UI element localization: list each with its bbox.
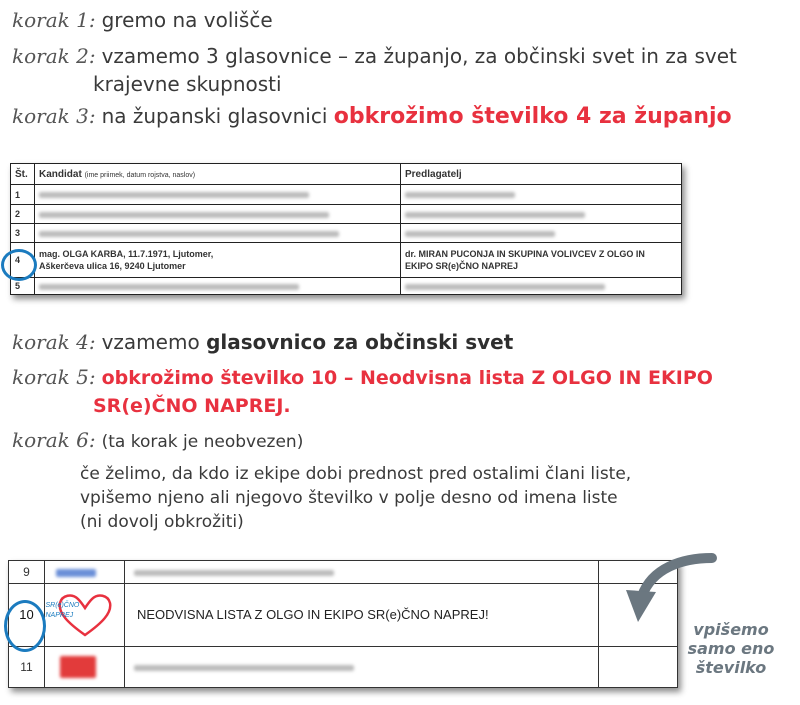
step-2-label: korak 2: [12,44,96,68]
step-6-line-1: če želimo, da kdo iz ekipe dobi prednost pred ostalimi člani liste, [80,464,632,484]
row-candidate [35,243,401,277]
step-1-label: korak 1: [12,8,96,32]
heart-logo [45,589,120,641]
table-header-row [11,164,682,185]
row-name-blurred [125,647,599,688]
row-proposer-blurred [401,204,682,223]
curved-arrow-icon [612,548,722,628]
row-preference-box[interactable] [599,647,678,688]
step-3 [12,104,732,129]
row-proposer-blurred [401,277,682,294]
candidate-line-1: mag. OLGA KARBA, 11.7.1971, Ljutomer, [39,249,214,260]
selection-circle-4 [1,249,37,281]
table-row [9,647,678,688]
step-5-highlight-2: SR(e)ČNO NAPREJ. [93,395,291,417]
logo-text-2: NAPREJ [45,611,74,619]
header-num: Št. [11,164,35,185]
table-row [11,224,682,243]
step-6-explanation [80,462,631,534]
row-num: 3 [11,224,35,243]
mayor-ballot-table [10,163,682,295]
step-2-text-2: krajevne skupnosti [93,72,282,96]
council-ballot-table [8,560,678,688]
row-candidate-blurred [35,277,401,294]
step-6-line-3: (ni dovolj obkrožiti) [80,512,244,532]
candidate-line-2: Aškerčeva ulica 16, 9240 Ljutomer [39,261,186,272]
row-proposer-blurred [401,224,682,243]
step-3-label: korak 3: [12,104,96,128]
row-logo-blurred [45,561,125,584]
hint-line-1: vpišemo [693,620,769,639]
step-5-highlight: obkrožimo številko 10 – Neodvisna lista Z OLGO IN EKIPO [101,367,713,389]
header-proposer: Predlagatelj [401,164,682,185]
table-row [9,561,678,584]
row-candidate-blurred [35,185,401,204]
proposer-line-2: EKIPO SR(e)ČNO NAPREJ [405,261,519,272]
step-5 [12,365,713,390]
step-1-text: gremo na volišče [101,8,273,32]
step-5-label: korak 5: [12,365,96,389]
step-2-text: vzamemo 3 glasovnice – za županjo, za občinski svet in za svet [101,44,737,68]
table-row-highlighted [9,583,678,647]
row-num: 1 [11,185,35,204]
step-2-continued [93,72,282,96]
hint-line-2: samo eno [687,639,775,658]
logo-text [46,601,80,621]
row-num: 11 [9,647,45,688]
table-row-highlighted [11,243,682,277]
proposer-line-1: dr. MIRAN PUCONJA IN SKUPINA VOLIVCEV Z OLGO IN [405,249,645,260]
row-num: 4 [11,243,35,277]
row-proposer-blurred [401,185,682,204]
step-4-label: korak 4: [12,330,96,354]
table-row [11,204,682,223]
step-4-bold: glasovnico za občinski svet [206,330,514,354]
step-6-text: (ta korak je neobvezen) [101,432,304,452]
header-candidate-sub: (ime priimek, datum rojstva, naslov) [84,171,196,179]
step-6-line-2: vpišemo njeno ali njegovo številko v polje desno od imena liste [80,488,618,508]
list-name: NEODVISNA LISTA Z OLGO IN EKIPO SR(e)ČNO NAPREJ! [125,583,599,647]
step-6-label: korak 6: [12,428,96,452]
header-candidate: Kandidat (ime priimek, datum rojstva, naslov) [35,164,401,185]
selection-circle-10 [4,600,46,652]
row-num: 9 [9,561,45,584]
hint-line-3: številko [695,658,767,677]
step-5-continued [93,393,291,418]
mayor-ballot [10,163,682,295]
row-candidate-blurred [35,224,401,243]
row-logo [45,583,125,647]
hint-note [676,620,786,677]
council-ballot [8,560,678,688]
row-name-blurred [125,561,599,584]
step-6 [12,428,303,454]
step-4-text: vzamemo [101,330,200,354]
step-2 [12,44,737,68]
table-row [11,277,682,294]
row-num: 10 [9,583,45,647]
row-proposer [401,243,682,277]
step-3-highlight: obkrožimo številko 4 za županjo [333,104,732,129]
step-3-text: na županski glasovnici [101,104,328,128]
step-1 [12,8,273,32]
row-candidate-blurred [35,204,401,223]
row-logo-blurred [45,647,125,688]
table-row [11,185,682,204]
step-4 [12,330,513,354]
logo-text-1: SR(e)ČNO [45,601,80,609]
row-num: 5 [11,277,35,294]
row-num: 2 [11,204,35,223]
